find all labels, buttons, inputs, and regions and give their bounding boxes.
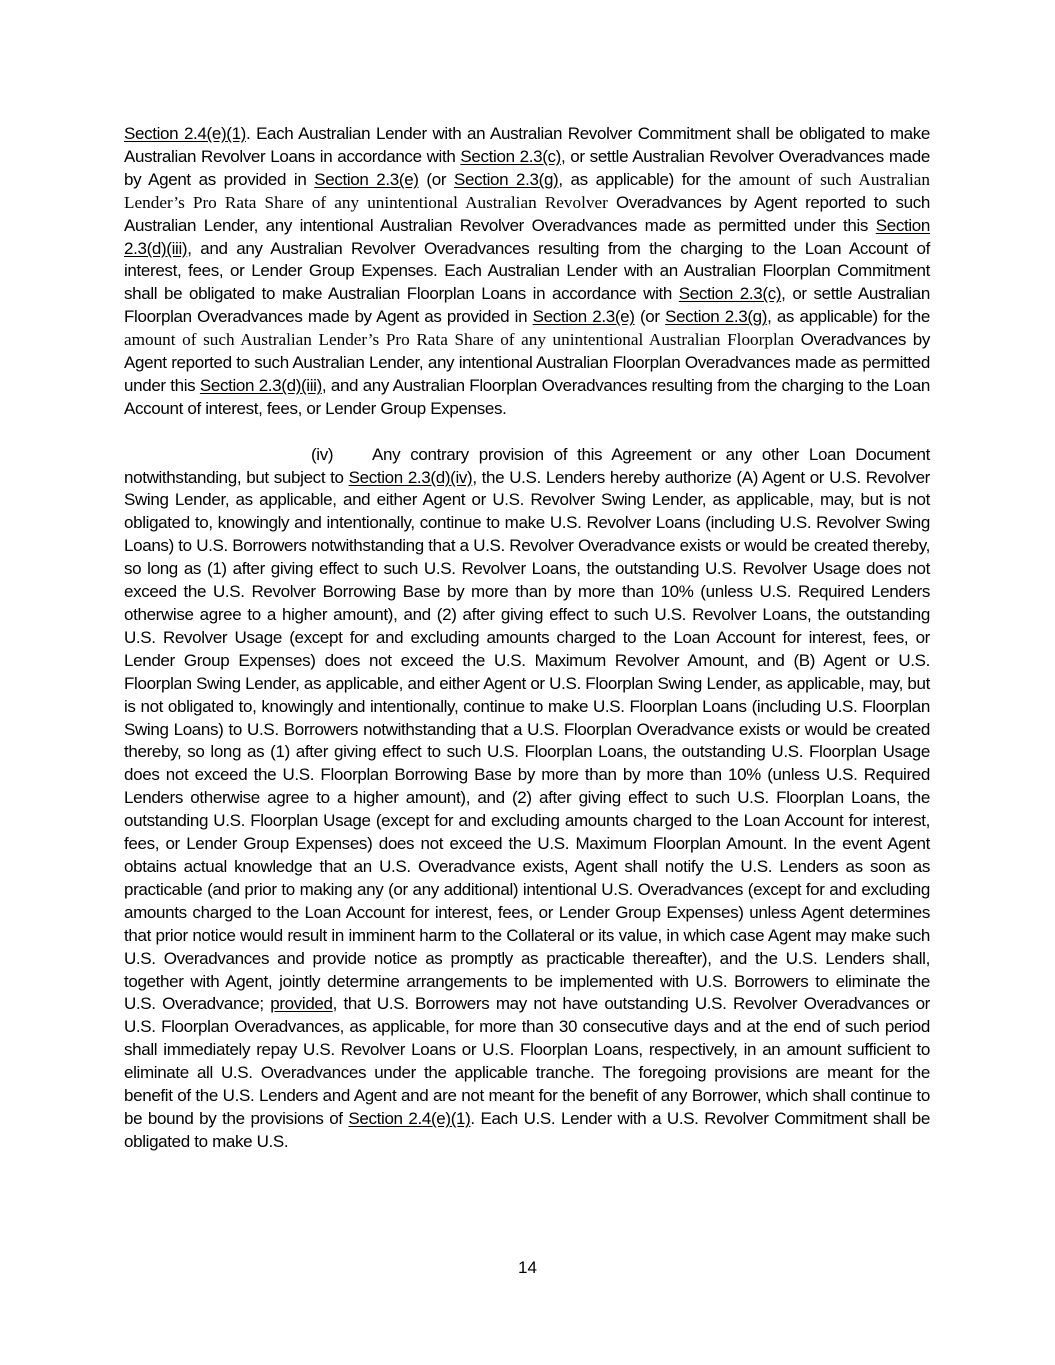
page-number: 14 (518, 1258, 537, 1277)
section-reference: Section 2.3(c) (460, 146, 561, 166)
section-reference: Section 2.3(d)(iii) (124, 215, 930, 258)
provided-term: provided (270, 994, 333, 1014)
text-run: Overadvances by Agent reported to such Australian Lender, any intentional Australian Floorplan Overadvances made as permitted under this (124, 330, 930, 395)
section-reference: Section 2.3(e) (532, 307, 635, 327)
text-run: (or (634, 307, 666, 327)
section-reference: Section 2.3(d)(iii) (199, 375, 322, 395)
text-run: , and any Australian Revolver Overadvances resulting from the charging to the Loan Account of interest, fees, or Lender Group Expenses. Each Australian Lender with an Australian Floorplan Commitment shall be obligated to make Australian Floorplan Loans in accordance with (124, 238, 930, 304)
text-run: , or settle Australian Revolver Overadvances made by Agent as provided in (124, 146, 930, 189)
section-reference: Section 2.3(d)(iv) (348, 467, 473, 487)
paragraph-enumerator: (iv) (311, 444, 334, 464)
section-reference: Section 2.3(g) (665, 307, 768, 327)
text-run-serif: amount of such Australian Lender’s Pro Rata Share of any unintentional Australian Revolver (124, 169, 931, 212)
text-run: (or (418, 169, 454, 189)
text-run: Any contrary provision of this Agreement or any other Loan Document notwithstanding, but subject to (124, 444, 930, 487)
paragraph-australian-overadvances (124, 123, 930, 421)
section-reference: Section 2.3(c) (678, 284, 782, 304)
text-run: , as applicable) for the (767, 307, 931, 327)
text-run: , as applicable) for the (558, 169, 739, 189)
text-run: , or settle Australian Floorplan Overadvances made by Agent as provided in (124, 284, 931, 327)
section-reference: Section 2.3(e) (314, 169, 419, 189)
text-run: Overadvances by Agent reported to such Australian Lender, any intentional Australian Revolver Overadvances made as permitted under this (124, 192, 930, 235)
section-reference: Section 2.3(g) (453, 169, 559, 189)
text-run: , the U.S. Lenders hereby authorize (A) Agent or U.S. Revolver Swing Lender, as applicable, and either Agent or U.S. Revolver Swing Lender, as applicable, may, but is not obligated to, knowingly and intentionally, continue to make U.S. Revolver Loans (including U.S. Revolver Swing Loans) to U.S. Borrowers notwithstanding that a U.S. Revolver Overadvance exists or would be created thereby, so long as (1) after giving effect to such U.S. Revolver Loans, the outstanding U.S. Revolver Usage does not exceed the U.S. Revolver Borrowing Base by more than by more than 10% (unless U.S. Required Lenders otherwise agree to a higher amount), and (2) after giving effect to such U.S. Revolver Loans, the outstanding U.S. Revolver Usage (except for and excluding amounts charged to the Loan Account for interest, fees, or Lender Group Expenses) does not exceed the U.S. Maximum Revolver Amount, and (B) Agent or U.S. Floorplan Swing Lender, as applicable, and either Agent or U.S. Floorplan Swing Lender, as applicable, may, but is not obligated to, knowingly and intentionally, continue to make U.S. Floorplan Loans (including U.S. Floorplan Swing Loans) to U.S. Borrowers notwithstanding that a U.S. Floorplan Overadvance exists or would be created thereby, so long as (1) after giving effect to such U.S. Floorplan Loans, the outstanding U.S. Floorplan Usage does not exceed the U.S. Floorplan Borrowing Base by more than by more than 10% (unless U.S. Required Lenders otherwise agree to a higher amount), and (2) after giving effect to such U.S. Floorplan Loans, the outstanding U.S. Floorplan Usage (except for and excluding amounts charged to the Loan Account for interest, fees, or Lender Group Expenses) does not exceed the U.S. Maximum Floorplan Amount. In the event Agent obtains actual knowledge that an U.S. Overadvance exists, Agent shall notify the U.S. Lenders as soon as practicable (and prior to making any (or any additional) intentional U.S. Overadvances (except for and excluding amounts charged to the Loan Account for interest, fees, or Lender Group Expenses) unless Agent determines that prior notice would result in imminent harm to the Collateral or its value, in which case Agent may make such U.S. Overadvances and provide notice as promptly as practicable thereafter), and the U.S. Lenders shall, together with Agent, jointly determine arrangements to be implemented with U.S. Borrowers to eliminate the U.S. Overadvance; (124, 467, 930, 1014)
text-run: . Each U.S. Lender with a U.S. Revolver Commitment shall be obligated to make U.S. (124, 1108, 930, 1151)
text-run: , that U.S. Borrowers may not have outstanding U.S. Revolver Overadvances or U.S. Floorplan Overadvances, as applicable, for more than 30 consecutive days and at the end of such period shall immediately repay U.S. Revolver Loans or U.S. Floorplan Loans, respectively, in an amount sufficient to eliminate all U.S. Overadvances under the applicable tranche. The foregoing provisions are meant for the benefit of the U.S. Lenders and Agent and are not meant for the benefit of any Borrower, which shall continue to be bound by the provisions of (124, 994, 930, 1128)
text-run: . Each Australian Lender with an Australian Revolver Commitment shall be obligated to make Australian Revolver Loans in accordance with (124, 124, 931, 166)
text-run: , and any Australian Floorplan Overadvances resulting from the charging to the Loan Account of interest, fees, or Lender Group Expenses. (124, 375, 930, 418)
paragraph-us-overadvances (124, 444, 930, 1154)
text-run-serif: amount of such Australian Lender’s Pro Rata Share of any unintentional Australian Floorplan (124, 330, 794, 350)
page-body (124, 123, 930, 1154)
section-reference: Section 2.4(e)(1) (124, 124, 246, 143)
section-reference: Section 2.4(e)(1) (348, 1108, 471, 1128)
